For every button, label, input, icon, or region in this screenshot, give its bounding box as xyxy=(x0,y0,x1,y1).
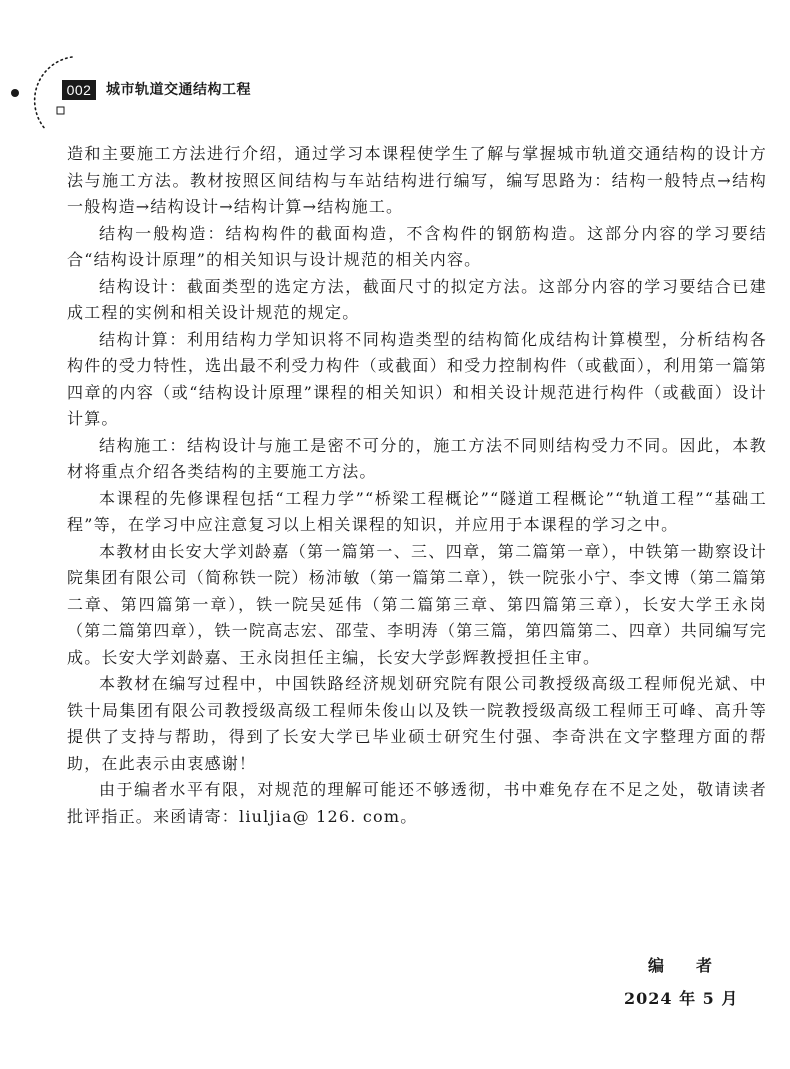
paragraph: 本教材在编写过程中，中国铁路经济规划研究院有限公司教授级高级工程师倪光斌、中铁十局集团有限公司教授级高级工程师朱俊山以及铁一院教授级高级工程师王可峰、高升等提供了支持与帮助，得到了长安大学已毕业硕士研究生付强、李奇洪在文字整理方面的帮助，在此表示由衷感谢！ xyxy=(67,674,767,773)
signature-author: 编 者 xyxy=(648,956,721,975)
body-text xyxy=(67,141,767,830)
paragraph: 结构施工：结构设计与施工是密不可分的，施工方法不同则结构受力不同。因此，本教材将重点介绍各类结构的主要施工方法。 xyxy=(67,435,767,481)
paragraph: 造和主要施工方法进行介绍，通过学习本课程使学生了解与掌握城市轨道交通结构的设计方法与施工方法。教材按照区间结构与车站结构进行编写，编写思路为：结构一般特点→结构一般构造→结构设计→结构计算→结构施工。 xyxy=(67,144,767,216)
paragraph: 结构设计：截面类型的选定方法，截面尺寸的拟定方法。这部分内容的学习要结合已建成工程的实例和相关设计规范的规定。 xyxy=(67,276,767,322)
book-title: 城市轨道交通结构工程 xyxy=(106,82,251,98)
paragraph: 本教材由长安大学刘龄嘉（第一篇第一、三、四章，第二篇第一章），中铁第一勘察设计院集团有限公司（简称铁一院）杨沛敏（第一篇第二章），铁一院张小宁、李文博（第二篇第二章、第四篇第一章），铁一院吴延伟（第二篇第三章、第四篇第三章），长安大学王永岗（第二篇第四章），铁一院高志宏、邵莹、李明涛（第三篇，第四篇第二、四章）共同编写完成。长安大学刘龄嘉、王永岗担任主编，长安大学彭辉教授担任主审。 xyxy=(67,541,767,667)
paragraph: 本课程的先修课程包括“工程力学”“桥梁工程概论”“隧道工程概论”“轨道工程”“基础工程”等，在学习中应注意复习以上相关课程的知识，并应用于本课程的学习之中。 xyxy=(67,488,767,534)
signature-date: 2024 年 5 月 xyxy=(624,989,739,1008)
page-number: 002 xyxy=(62,80,96,100)
paragraph: 由于编者水平有限，对规范的理解可能还不够透彻，书中难免存在不足之处，敬请读者批评指正。来函请寄：liuljia@ 126. com。 xyxy=(67,780,767,826)
paragraph: 结构一般构造：结构构件的截面构造，不含构件的钢筋构造。这部分内容的学习要结合“结构设计原理”的相关知识与设计规范的相关内容。 xyxy=(67,223,767,269)
paragraph: 结构计算：利用结构力学知识将不同构造类型的结构简化成结构计算模型，分析结构各构件的受力特性，选出最不利受力构件（或截面）和受力控制构件（或截面），利用第一篇第四章的内容（或“结构设计原理”课程的相关知识）和相关设计规范进行构件（或截面）设计计算。 xyxy=(67,329,767,428)
